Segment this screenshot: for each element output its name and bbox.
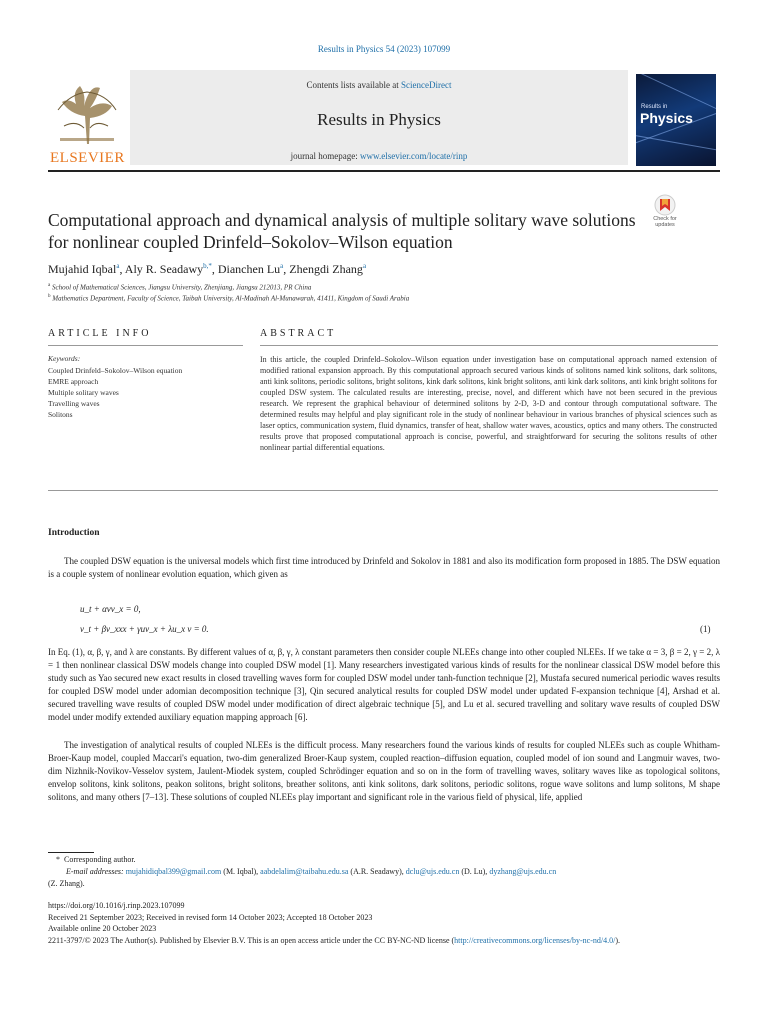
check-updates-line1: Check for [653, 216, 677, 222]
keyword-item: Multiple solitary waves [48, 388, 119, 397]
cover-title: Physics [640, 110, 693, 126]
affiliation-mark: a [48, 283, 51, 288]
cover-small-text: Results in [641, 104, 668, 110]
author-affiliation-mark[interactable]: a [362, 262, 367, 270]
author-name[interactable]: Aly R. Seadawy [124, 262, 204, 276]
license-statement [48, 935, 720, 946]
author-affiliation-mark[interactable]: a [116, 262, 120, 270]
email-link[interactable]: mujahidiqbal399@gmail.com [125, 867, 222, 876]
author-name[interactable]: Zhengdi Zhang [289, 262, 363, 276]
abstract-text: In this article, the coupled Drinfeld–Sokolov–Wilson equation under investigation base on computational approach named extension of modified rational expansion approach. By this computational approach secured various kinds of solitons named kink solitons, dark solitons, anti kink solitons, periodic solitons, bright solitons, kink dark solitons, kink bright solitons, anti kink dark solitons, anti kink bright solitons for coupled DSW system. The calculated results are interesting, precise, novel, and different which have not been secured in the previous research. We represent the graphical behaviour of determined solitons by 2-D, 3-D and contour through computational software. The determined results may helpful and play significant role in the study of nonlinear behaviour in various branches of physical sciences such as laser optics, communication system, fluid dynamics, transfer of heat, shallow water waves, acoustics, optics and many others. The constructed results prove that proposed computational approach is concise, powerful, and straightforward for securing the solitons results of other nonlinear partial differential equations. [260, 355, 717, 452]
email-tail: (Z. Zhang). [48, 879, 85, 888]
contents-prefix: Contents lists available at [306, 80, 401, 90]
contents-line [130, 80, 628, 90]
elsevier-wordmark: ELSEVIER [50, 150, 125, 166]
email-addresses [66, 866, 720, 877]
intro-paragraph-2: In Eq. (1), α, β, γ, and λ are constants. By different values of α, β, γ, λ constant parameters then consider couple NLEEs change into other coupled NLEEs. If we take α = 3, β = 2, γ = 2, λ = 1 then nonlinear classical DSW models change into coupled DSW model [1]. Many researchers investigated various kinds of results for the nonlinear classical DSW model before this study such as Yao secured new exact results in closed travelling waves form for coupled DSW model under tanh-function technique [2], Mustafa secured numerical periodic waves results for coupled DSW model under adomian decomposition technique [3], Qin secured analytical results for coupled DSW model under updated F-expansion technique [4], Arshad et al. secured travelling wave results of coupled DSW model under modification of direct algebraic technique [5], and Lu et al. secured travelling and solitary wave results of coupled DSW model under modify extended auxiliary equation mapping approach [6]. [48, 647, 720, 722]
abstract-rule [260, 345, 718, 346]
corresponding-text: Corresponding author. [64, 855, 136, 864]
author-name[interactable]: Mujahid Iqbal [48, 262, 117, 276]
article-info-heading: ARTICLE INFO [48, 328, 152, 339]
doi-link[interactable]: https://doi.org/10.1016/j.rinp.2023.107099 [48, 901, 185, 910]
keyword-item: Travelling waves [48, 399, 100, 408]
email-owner: (A.R. Seadawy), [350, 867, 406, 876]
journal-header [130, 70, 628, 165]
author-name[interactable]: Dianchen Lu [217, 262, 281, 276]
available-online: Available online 20 October 2023 [48, 924, 157, 933]
email-link[interactable]: aabdelalim@taibahu.edu.sa [260, 867, 349, 876]
abstract-bottom-rule [48, 490, 718, 491]
asterisk-mark: * [56, 855, 60, 864]
email-owner: (M. Iqbal), [223, 867, 261, 876]
intro-paragraph-1: The coupled DSW equation is the universal models which first time introduced by Drinfeld and Sokolov in 1881 and also its modification form proposed in 1885. The DSW equation is a couple system of nonlinear evolution equation, which given as [48, 556, 720, 579]
license-text: 2211-3797/© 2023 The Author(s). Published by Elsevier B.V. This is an open access article under the CC BY-NC-ND license ( [48, 936, 455, 945]
abstract-heading: ABSTRACT [260, 328, 337, 339]
author-list [48, 262, 366, 277]
author-affiliation-mark[interactable]: b,* [203, 262, 212, 270]
affiliation-a [48, 283, 311, 291]
header-rule [48, 170, 720, 172]
sciencedirect-link[interactable]: ScienceDirect [401, 80, 452, 90]
email-owner: (D. Lu), [461, 867, 490, 876]
email-link[interactable]: dclu@ujs.edu.cn [405, 867, 460, 876]
intro-paragraph-3: The investigation of analytical results of coupled NLEEs is the difficult process. Many researchers found the various kinds of results for coupled NLEEs such as couple Whitham-Broer-Kaup model, coupled Maccari's equation, two-dim generalized Broer-Kaup system, coupled reaction–diffusion equation, coupled model of ion sound and Langmuir waves, two-dim Nizhnik-Novikov-Vesselov system, Jaulent-Miodek system, coupled Schrödinger equation and so on in the form of travelling waves, solitary waves like as topological solitons, envelop solitons, kink solitons, peakon solitons, bright solitons, breather solitons, anti kink solitons, dark solitons, periodic solitons, rogue wave solitons and lump solitons, M shape solitons, and many others [7–13]. These solutions of coupled NLEEs play important and significant role in the various field of physical, life, applied [48, 740, 720, 802]
author-affiliation-mark[interactable]: a [280, 262, 284, 270]
author-separator: , [211, 262, 218, 276]
received-dates: Received 21 September 2023; Received in revised form 14 October 2023; Accepted 18 October 2023 [48, 913, 373, 922]
journal-homepage [130, 151, 628, 161]
check-updates-line2: updates [655, 222, 675, 228]
author-separator: , [283, 262, 290, 276]
corresponding-author-note [56, 854, 656, 865]
check-for-updates-icon[interactable] [645, 194, 685, 234]
keyword-item: EMRE approach [48, 377, 99, 386]
article-info-rule [48, 345, 243, 346]
journal-cover-image [636, 74, 716, 166]
homepage-prefix: journal homepage: [290, 151, 361, 161]
author-separator: , [119, 262, 125, 276]
keyword-item: Solitons [48, 410, 73, 419]
article-title: Computational approach and dynamical analysis of multiple solitary wave solutions for nonlinear coupled Drinfeld–Sokolov–Wilson equation [48, 210, 636, 252]
equation-line-1: u_t + αvv_x = 0, [80, 604, 141, 614]
equation-number[interactable]: (1) [700, 624, 711, 634]
affiliation-b [48, 294, 409, 302]
email-link[interactable]: dyzhang@ujs.edu.cn [489, 867, 557, 876]
license-link[interactable]: http://creativecommons.org/licenses/by-nc-nd/4.0/ [454, 936, 616, 945]
journal-title: Results in Physics [317, 110, 441, 129]
affiliation-mark: b [48, 294, 51, 299]
introduction-heading: Introduction [48, 528, 100, 538]
keywords-list [48, 365, 182, 420]
affiliation-text: Mathematics Department, Faculty of Science, Taibah University, Al-Madinah Al-Munawarah, 41411, Kingdom of Saudi Arabia [52, 294, 410, 303]
homepage-link[interactable]: www.elsevier.com/locate/rinp [360, 151, 468, 161]
keywords-label: Keywords: [48, 354, 81, 363]
affiliation-text: School of Mathematical Sciences, Jiangsu University, Zhenjiang, Jiangsu 212013, PR China [51, 283, 312, 292]
equation-line-2: v_t + βv_xxx + γuv_x + λu_x v = 0. [80, 624, 209, 634]
footnote-rule [48, 852, 94, 853]
keyword-item: Coupled Drinfeld–Sokolov–Wilson equation [48, 366, 183, 375]
license-end: ). [615, 936, 620, 945]
journal-reference[interactable]: Results in Physics 54 (2023) 107099 [317, 44, 451, 54]
email-label: E-mail addresses: [66, 867, 124, 876]
